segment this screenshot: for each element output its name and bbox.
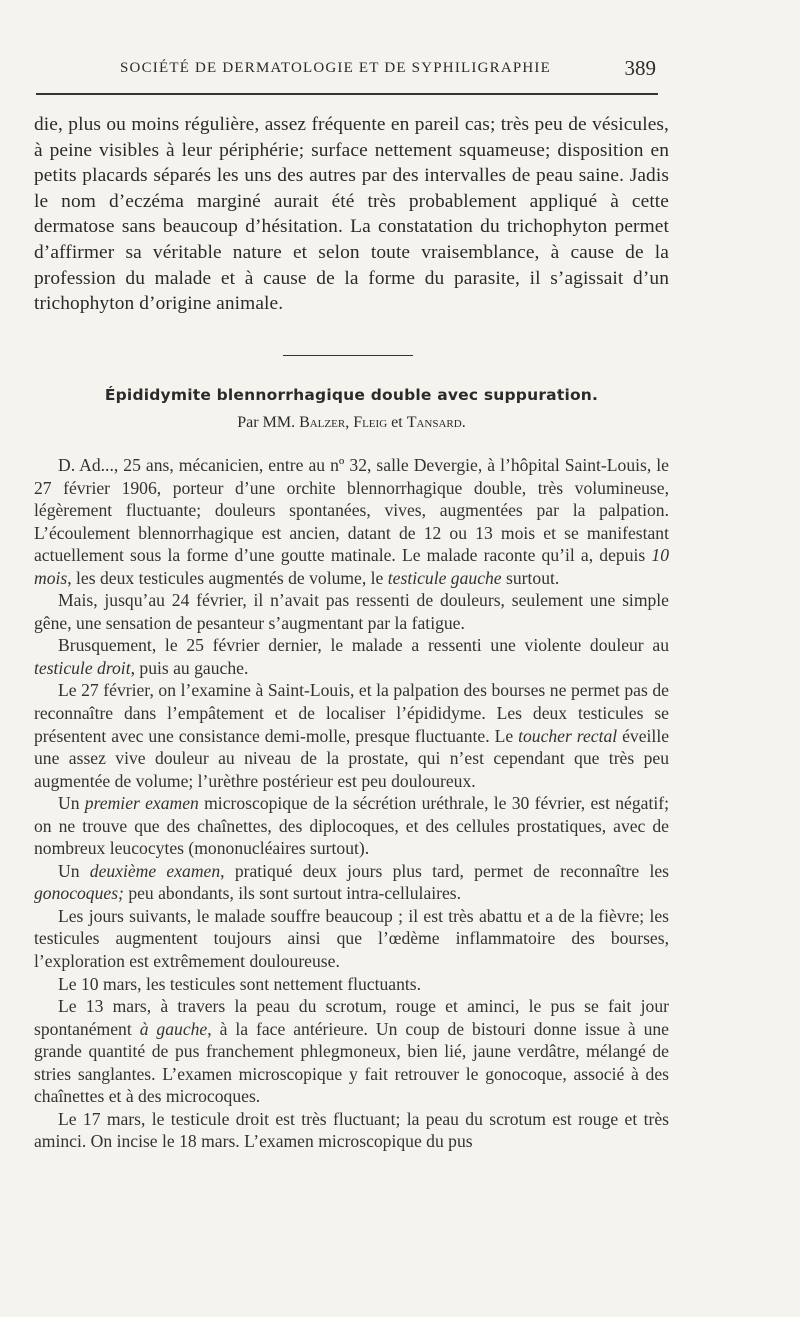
paragraph-2: Mais, jusqu’au 24 février, il n’avait pas ressenti de douleurs, seulement une simple gêne, une sensation de pesanteur s’augmentant par la fatigue. (34, 590, 669, 633)
author-fleig: Fleig (353, 414, 388, 431)
author-tansard: Tansard (406, 414, 462, 431)
author-balzer: Balzer (299, 414, 346, 431)
page-header (36, 58, 658, 86)
header-rule (36, 93, 658, 95)
paragraph-6: Un deuxième examen, pratiqué deux jours plus tard, permet de reconnaître les gonocoques; peu abondants, ils sont surtout intra-cellulaires. (34, 860, 669, 904)
paragraph-1: D. Ad..., 25 ans, mécanicien, entre au nº 32, salle Devergie, à l’hôpital Saint-Louis, le 27 février 1906, porteur d’une orchite blennorrhagique double, très volumineuse, légèrement fluctuante; douleurs spontanées, vives, augmentées par la palpation. L’écoulement blennorrhagique est ancien, datant de 12 ou 13 mois et se manifestant actuellement sous la forme d’une goutte matinale. Le malade raconte qu’il a, depuis 10 mois, les deux testicules augmentés de volume, le testicule gauche surtout. (34, 455, 669, 588)
authors-prefix: Par MM. (237, 414, 296, 431)
previous-article-paragraph: die, plus ou moins régulière, assez fréquente en pareil cas; très peu de vésicules, à peine visibles à leur périphérie; surface nettement squameuse; disposition en petits placards séparés les uns des autres par des intervalles de peau saine. Jadis le nom d’eczéma marginé aurait été très probablement appliqué à cette dermatose sans beaucoup d’hésitation. La constatation du trichophyton permet d’affirmer sa véritable nature et selon toute vraisemblance, à cause de la profession du malade et à cause de la forme du parasite, il s’agissait d’un trichophyton d’origine animale. (34, 114, 669, 315)
authors-conjunction: et (391, 414, 403, 431)
article-body (34, 454, 669, 1153)
page-number: 389 (624, 56, 656, 80)
section-separator (283, 355, 413, 356)
running-head: SOCIÉTÉ DE DERMATOLOGIE ET DE SYPHILIGRAPHIE (120, 60, 551, 76)
article-title: Épididymite blennorrhagique double avec suppuration. (104, 386, 599, 404)
paragraph-9: Le 13 mars, à travers la peau du scrotum, rouge et aminci, le pus se fait jour spontanément à gauche, à la face antérieure. Un coup de bistouri donne issue à une grande quantité de pus franchement phlegmoneux, bien lié, jaune verdâtre, mélangé de stries sanglantes. L’examen microscopique y fait retrouver le gonocoque, associé à des chaînettes et à des microcoques. (34, 996, 669, 1107)
paragraph-5: Un premier examen microscopique de la sécrétion uréthrale, le 30 février, est négatif; on ne trouve que des chaînettes, des diplocoques, et des cellules prostatiques, avec de nombreux leucocytes (mononucléaires surtout). (34, 793, 669, 859)
article-authors: Par MM. Balzer, Fleig et Tansard. (237, 414, 466, 431)
paragraph-4: Le 27 février, on l’examine à Saint-Louis, et la palpation des bourses ne permet pas de reconnaître dans l’empâtement et de localiser l’épididyme. Les deux testicules se présentent avec une consistance demi-molle, presque fluctuante. Le toucher rectal éveille une assez vive douleur au niveau de la prostate, qui n’est cependant que très peu augmentée de volume; l’urèthre postérieur est peu douloureux. (34, 680, 670, 791)
paragraph-8: Le 10 mars, les testicules sont nettement fluctuants. (58, 973, 422, 994)
previous-article-text (34, 112, 669, 317)
paragraph-7: Les jours suivants, le malade souffre beaucoup ; il est très abattu et a de la fièvre; les testicules augmentent toujours ainsi que l’œdème inflammatoire des bourses, l’exploration est extrêmement douloureuse. (34, 905, 669, 972)
paragraph-10: Le 17 mars, le testicule droit est très fluctuant; la peau du scrotum est rouge et très aminci. On incise le 18 mars. L’examen microscopique du pus (34, 1108, 669, 1152)
paragraph-3: Brusquement, le 25 février dernier, le malade a ressenti une violente douleur au testicule droit, puis au gauche. (34, 635, 669, 678)
